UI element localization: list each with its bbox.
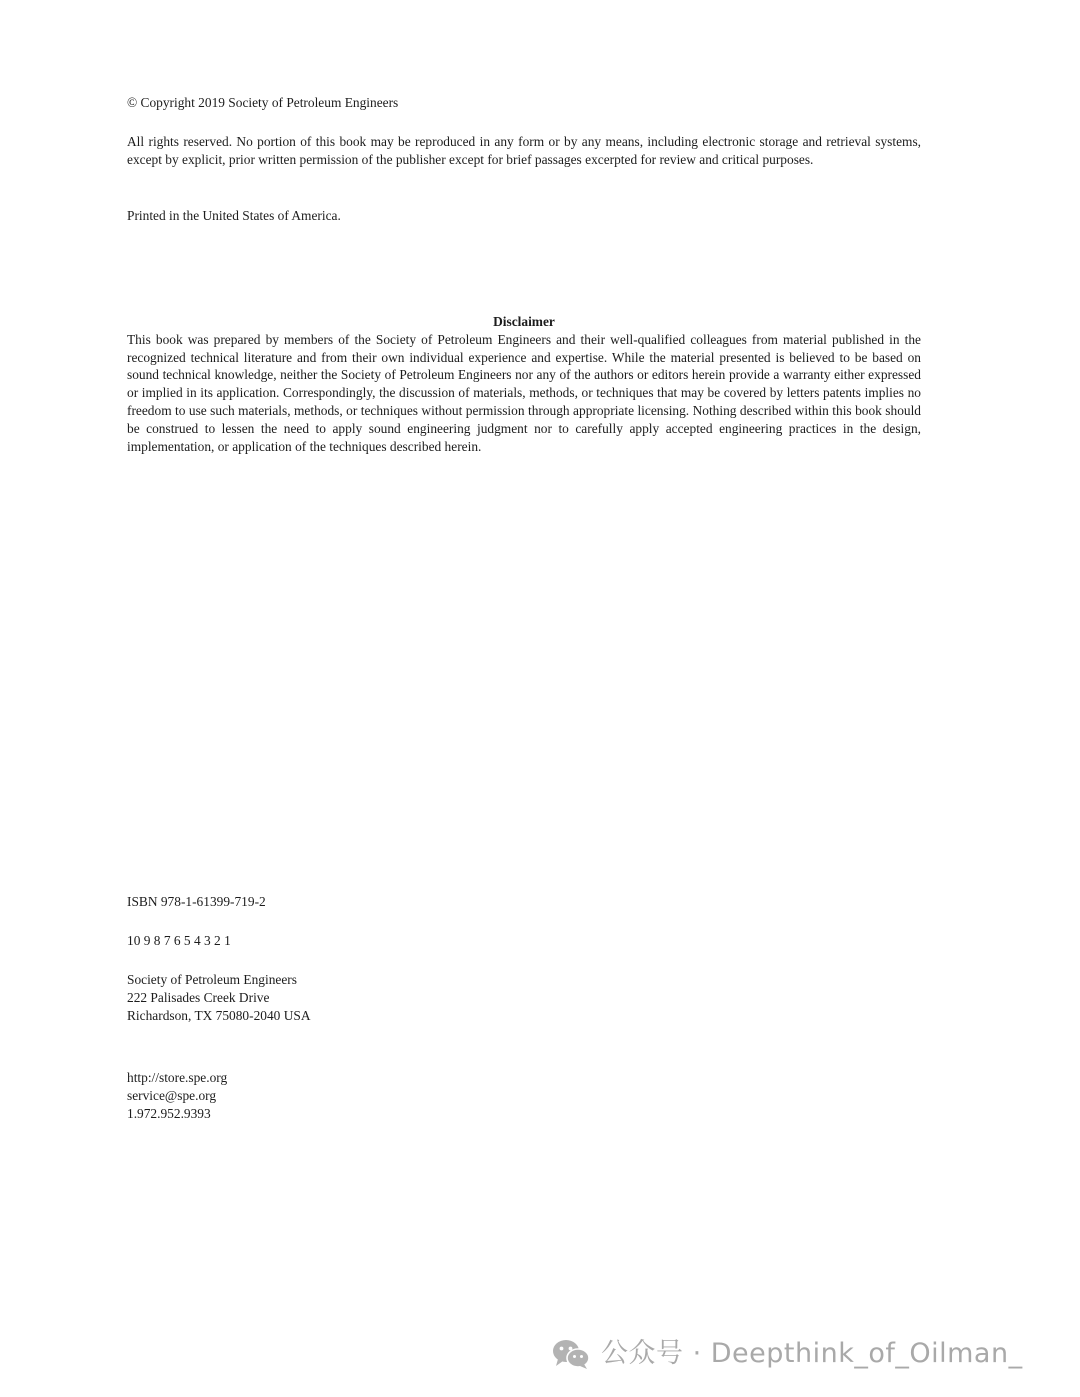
watermark-text: 公众号 · Deepthink_of_Oilman_ xyxy=(601,1338,1023,1370)
disclaimer-body: This book was prepared by members of the Society of Petroleum Engineers and their well-qualified colleagues from material published in the recognized technical literature and from their own individual experience and expertise. While the material presented is believed to be based on sound technical knowledge, neither the Society of Petroleum Engineers nor any of the authors or editors herein provide a warranty either expressed or implied in its application. Correspondingly, the discussion of materials, methods, or techniques that may be covered by letters patents implies no freedom to use such materials, methods, or techniques without permission through appropriate licensing. Nothing described within this book should be construed to lessen the need to apply sound engineering judgment nor to carefully apply accepted engineering practices in the design, implementation, or application of the techniques described herein. xyxy=(127,331,921,454)
printing-line-text: 10 9 8 7 6 5 4 3 2 1 xyxy=(127,933,231,948)
rights-text: All rights reserved. No portion of this book may be reproduced in any form or by any means, including electronic storage and retrieval systems, except by explicit, prior written permission of the publisher except for brief passages excerpted for review and critical purposes. xyxy=(127,134,921,167)
watermark xyxy=(551,1336,1023,1372)
contact-info xyxy=(127,1069,921,1122)
publisher-street: 222 Palisades Creek Drive xyxy=(127,989,270,1005)
rights-statement xyxy=(127,133,921,169)
publisher-address xyxy=(127,971,921,1024)
publisher-name: Society of Petroleum Engineers xyxy=(127,972,297,987)
isbn xyxy=(127,893,921,911)
printed-text: Printed in the United States of America. xyxy=(127,208,341,223)
disclaimer-section xyxy=(127,313,921,455)
contact-email: service@spe.org xyxy=(127,1087,217,1103)
contact-url: http://store.spe.org xyxy=(127,1070,228,1085)
copyright-notice xyxy=(127,94,921,112)
printing-line xyxy=(127,932,921,950)
contact-phone: 1.972.952.9393 xyxy=(127,1105,211,1121)
printed-in xyxy=(127,207,921,225)
isbn-text: ISBN 978-1-61399-719-2 xyxy=(127,894,266,909)
copyright-line: © Copyright 2019 Society of Petroleum Engineers xyxy=(127,95,399,110)
publisher-city: Richardson, TX 75080-2040 USA xyxy=(127,1007,311,1023)
wechat-icon xyxy=(551,1337,591,1371)
disclaimer-title: Disclaimer xyxy=(493,314,555,329)
